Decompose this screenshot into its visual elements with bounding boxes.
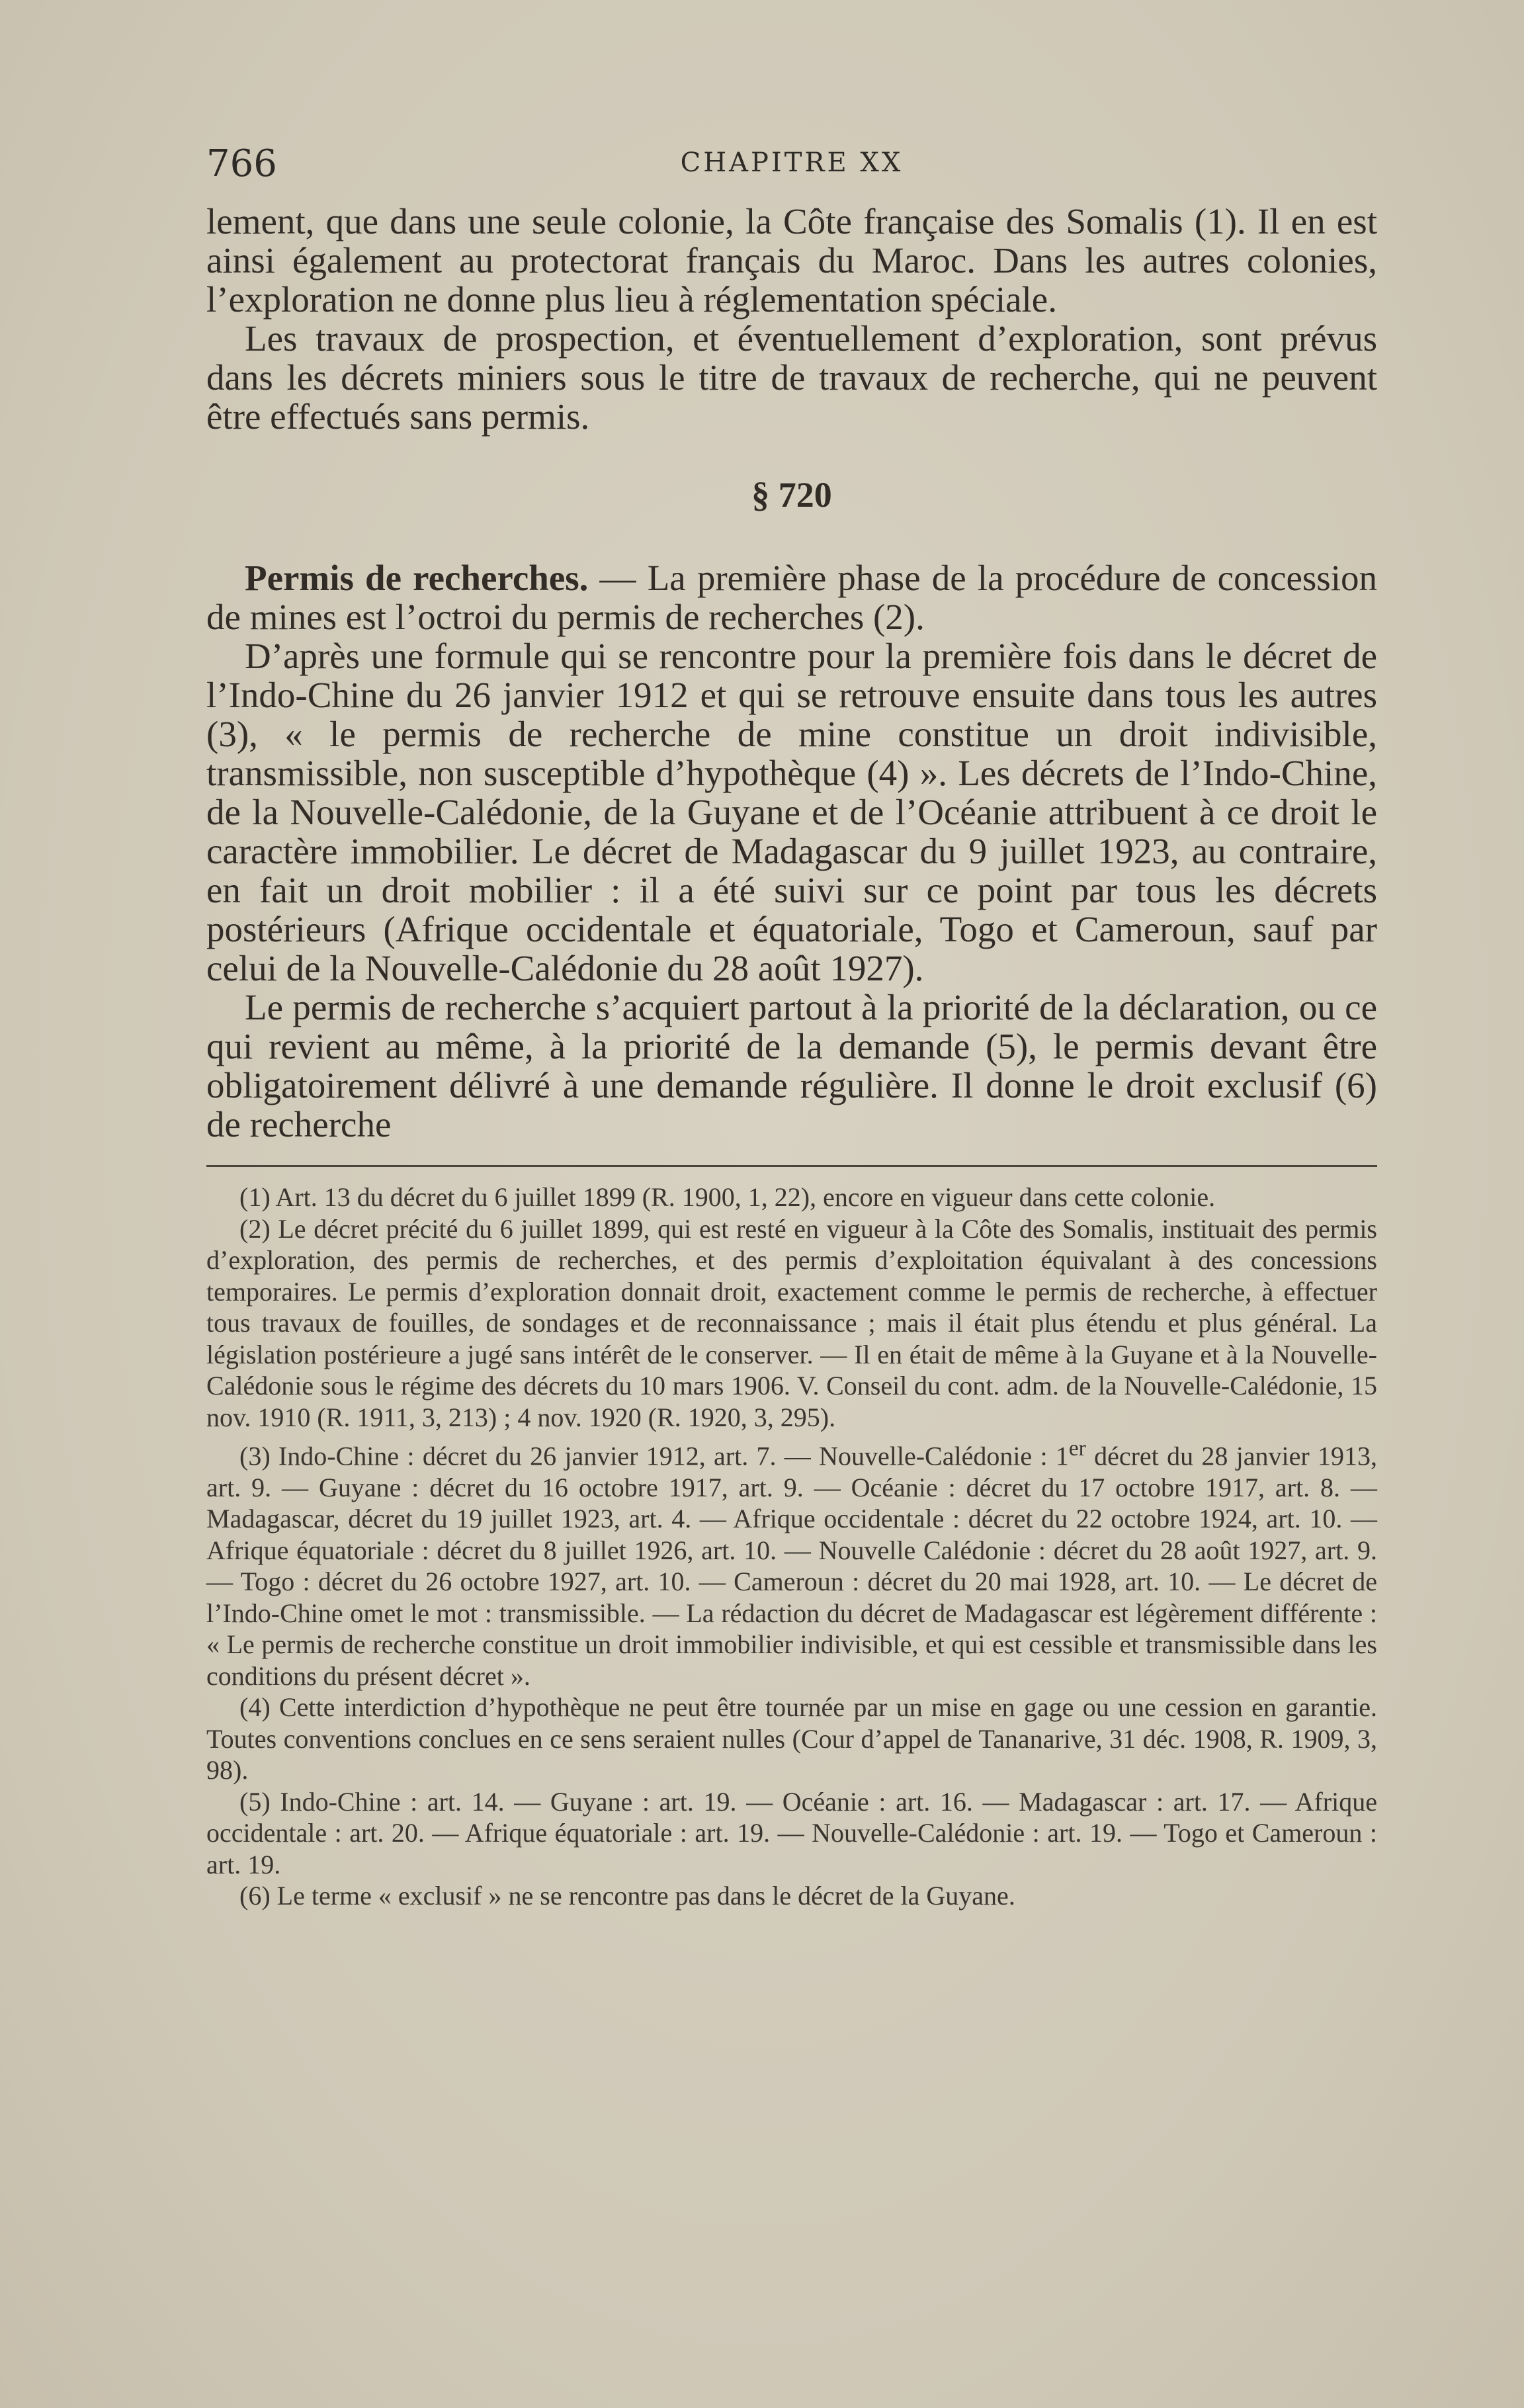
paragraph-formule: D’après une formule qui se rencontre pour la première fois dans le décret de l’Indo-Chine du 26 janvier 1912 et qui se retrouve ensuite dans tous les autres (3), « le permis de recherche de mine constitue un droit indivisible, transmissible, non susceptible d’hypothèque (4) ». Les décrets de l’Indo-Chine, de la Nouvelle-Calédonie, de la Guyane et de l’Océanie attribuent à ce droit le caractère immobilier. Le décret de Madagascar du 9 juillet 1923, au contraire, en fait un droit mobilier : il a été suivi sur ce point par tous les décrets postérieurs (Afrique occidentale et équatoriale, Togo et Cameroun, sauf par celui de la Nouvelle-Calédonie du 28 août 1927). bbox=[206, 636, 1377, 988]
paragraph-permis-text: — La première phase de la procédure de concession de mines est l’octroi du permis de recherches (2). bbox=[206, 558, 1377, 637]
section-heading: § 720 bbox=[751, 475, 832, 515]
page-header bbox=[206, 142, 1377, 202]
footnote-6: (6) Le terme « exclusif » ne se rencontre pas dans le décret de la Guyane. bbox=[239, 1881, 1015, 1911]
footnote-4: (4) Cette interdiction d’hypothèque ne peut être tournée par un mise en gage ou une cession en garantie. Toutes conventions conclues en ce sens seraient nulles (Cour d’appel de Tananarive, 31 déc. 1908, R. 1909, 3, 98). bbox=[206, 1692, 1377, 1785]
footnote-1: (1) Art. 13 du décret du 6 juillet 1899 (R. 1900, 1, 22), encore en vigueur dans cette colonie. bbox=[239, 1182, 1216, 1212]
footnote-2: (2) Le décret précité du 6 juillet 1899, qui est resté en vigueur à la Côte des Somalis, instituait des permis d’exploration, des permis de recherches, et des permis d’exploitation équivalant à des concessions temporaires. Le permis d’exploration donnait droit, exactement comme le permis de recherche, à effectuer tous travaux de fouilles, de sondages et de reconnaissance ; mais il était plus étendu et plus général. La législation postérieure a jugé sans intérêt de le conserver. — Il en était de même à la Guyane et à la Nouvelle-Calédonie sous le régime des décrets du 10 mars 1906. V. Conseil du cont. adm. de la Nouvelle-Calédonie, 15 nov. 1910 (R. 1911, 3, 213) ; 4 nov. 1920 (R. 1920, 3, 295). bbox=[206, 1213, 1377, 1432]
paragraph-acquisition: Le permis de recherche s’acquiert partout à la priorité de la déclaration, ou ce qui revient au même, à la priorité de la demande (5), le permis devant être obligatoirement délivré à une demande régulière. Il donne le droit exclusif (6) de recherche bbox=[206, 987, 1377, 1144]
footnote-5: (5) Indo-Chine : art. 14. — Guyane : art. 19. — Océanie : art. 16. — Madagascar : art. 17. — Afrique occidentale : art. 20. — Afrique équatoriale : art. 19. — Nouvelle-Calédonie : art. 19. — Togo et Cameroun : art. 19. bbox=[206, 1786, 1377, 1879]
running-title: CHAPITRE XX bbox=[680, 148, 904, 178]
book-page bbox=[206, 142, 1377, 1912]
paragraph-prospection: Les travaux de prospection, et éventuellement d’exploration, sont prévus dans les décrets miniers sous le titre de travaux de recherche, qui ne peuvent être effectués sans permis. bbox=[206, 318, 1377, 437]
paragraph-continuation: lement, que dans une seule colonie, la Côte française des Somalis (1). Il en est ainsi également au protectorat français du Maroc. Dans les autres colonies, l’exploration ne donne plus lieu à réglementation spéciale. bbox=[206, 201, 1377, 320]
paragraph-permis bbox=[206, 558, 1377, 636]
page-number: 766 bbox=[206, 142, 277, 185]
main-text bbox=[206, 202, 1377, 1144]
footnote-divider bbox=[206, 1165, 1377, 1167]
footnote-3 bbox=[206, 1433, 1377, 1692]
footnote-3-rest: décret du 28 janvier 1913, art. 9. — Guyane : décret du 16 octobre 1917, art. 9. — Océanie : décret du 17 octobre 1917, art. 8. — Madagascar, décret du 19 juillet 1923, art. 4. — Afrique occidentale : décret du 22 octobre 1924, art. 10. — Afrique équatoriale : décret du 8 juillet 1926, art. 10. — Nouvelle Calédonie : décret du 28 août 1927, art. 9. — Togo : décret du 26 octobre 1927, art. 10. — Cameroun : décret du 20 mai 1928, art. 10. — Le décret de l’Indo-Chine omet le mot : transmissible. — La rédaction du décret de Madagascar est légèrement différente : « Le permis de recherche constitue un droit immobilier indivisible, et qui est cessible et transmissible dans les conditions du présent décret ». bbox=[206, 1441, 1378, 1691]
run-in-heading: Permis de recherches. bbox=[245, 558, 589, 598]
footnote-3-superscript: er bbox=[1068, 1436, 1086, 1461]
footnote-3-start: (3) Indo-Chine : décret du 26 janvier 1912, art. 7. — Nouvelle-Calédonie : 1 bbox=[239, 1441, 1069, 1471]
footnotes bbox=[206, 1182, 1377, 1912]
